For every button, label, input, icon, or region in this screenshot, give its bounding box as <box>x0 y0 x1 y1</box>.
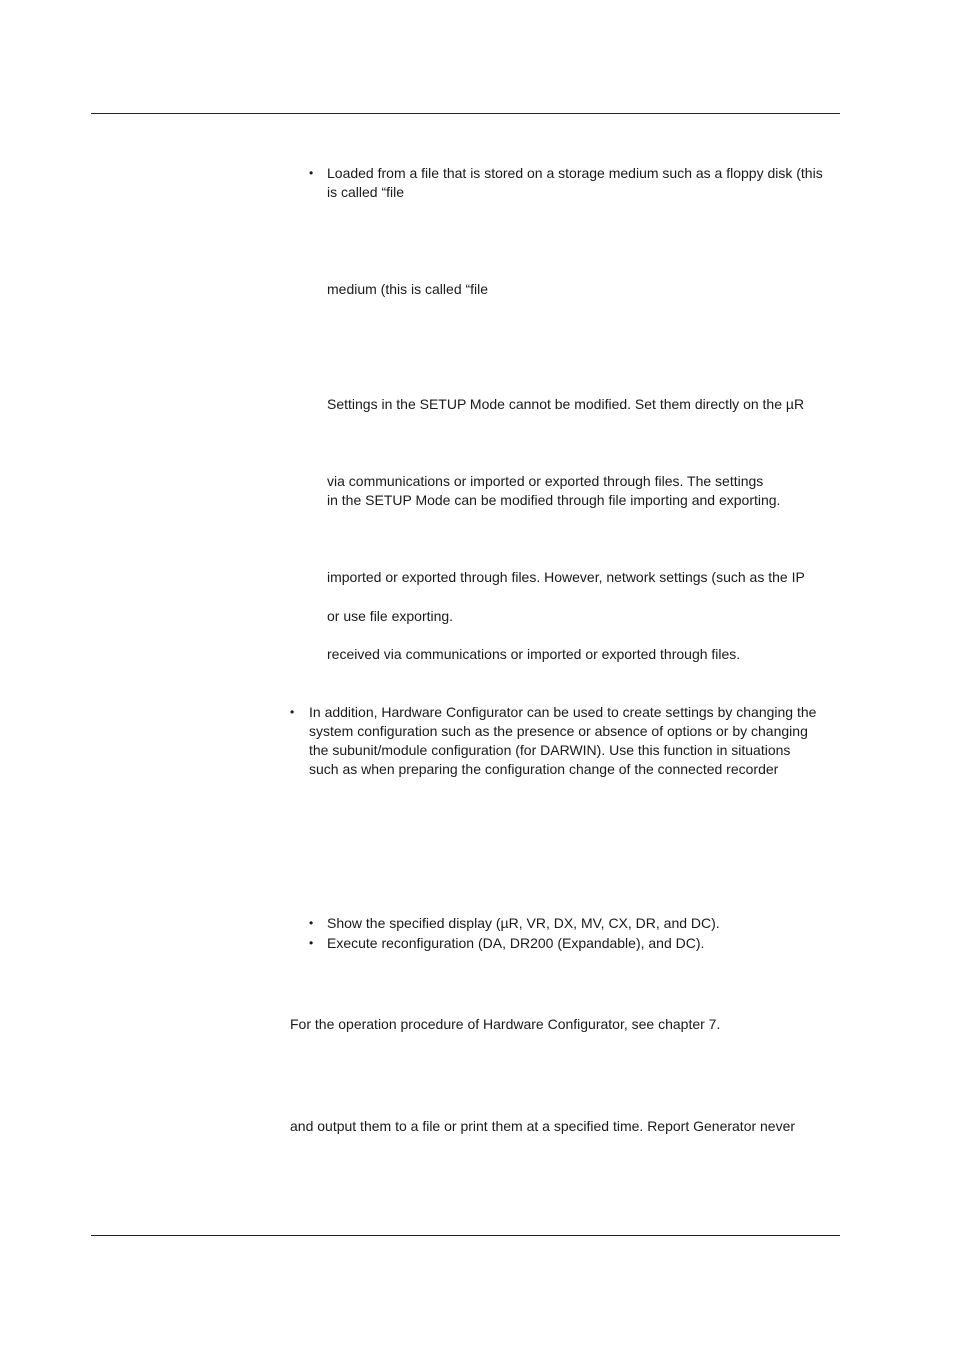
text-line: such as when preparing the configuration change of the connected recorder <box>309 761 779 777</box>
text-line: is called “file <box>327 184 405 200</box>
medium-line: medium (this is called “file <box>327 281 489 297</box>
footer-rule <box>91 1235 840 1236</box>
text-line: the subunit/module configuration (for DARWIN). Use this function in situations <box>309 742 791 758</box>
bullet-marker: • <box>309 936 314 950</box>
file-load-paragraph <box>327 164 823 202</box>
file-exporting-line: or use file exporting. <box>327 608 454 624</box>
text-line: in the SETUP Mode can be modified through file importing and exporting. <box>327 492 781 508</box>
hardware-configurator-paragraph <box>309 703 816 779</box>
bullet-marker: • <box>309 166 314 180</box>
communications-paragraph <box>327 472 780 510</box>
header-rule <box>91 113 840 114</box>
procedure-line: For the operation procedure of Hardware Configurator, see chapter 7. <box>290 1016 721 1032</box>
bullet-marker: • <box>309 916 314 930</box>
text-line: In addition, Hardware Configurator can be used to create settings by changing the <box>309 704 817 720</box>
text-line: Loaded from a file that is stored on a storage medium such as a floppy disk (this <box>327 165 823 181</box>
report-generator-line: and output them to a file or print them at a specified time. Report Generator never <box>290 1118 796 1134</box>
received-line: received via communications or imported or exported through files. <box>327 646 741 662</box>
setup-mode-line: Settings in the SETUP Mode cannot be modified. Set them directly on the µR <box>327 396 805 412</box>
bullet-marker: • <box>290 705 295 719</box>
text-line: via communications or imported or exported through files. The settings <box>327 473 764 489</box>
reconfiguration-item: Execute reconfiguration (DA, DR200 (Expandable), and DC). <box>327 935 705 951</box>
text-line: system configuration such as the presence or absence of options or by changing <box>309 723 808 739</box>
network-settings-line: imported or exported through files. However, network settings (such as the IP <box>327 569 805 585</box>
show-display-item: Show the specified display (µR, VR, DX, MV, CX, DR, and DC). <box>327 915 720 931</box>
